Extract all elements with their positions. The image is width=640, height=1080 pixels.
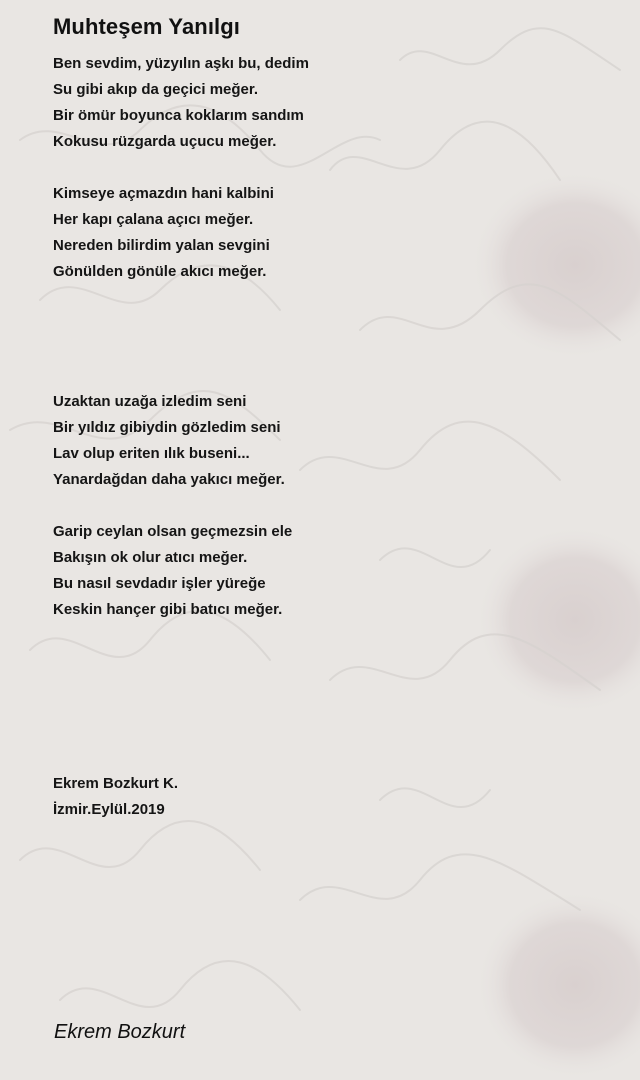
poem-line: Gönülden gönüle akıcı meğer. xyxy=(53,263,267,280)
stanza-1 xyxy=(53,51,473,155)
signature-name: Ekrem Bozkurt K. xyxy=(53,775,179,792)
poem-line: Bakışın ok olur atıcı meğer. xyxy=(53,549,248,566)
stanza-4 xyxy=(53,519,473,623)
poem-line: Su gibi akıp da geçici meğer. xyxy=(53,81,259,98)
poem-line: Ben sevdim, yüzyılın aşkı bu, dedim xyxy=(53,55,309,72)
poem-title: Muhteşem Yanılgı xyxy=(53,14,241,39)
poem-signature xyxy=(53,771,178,823)
poem-line: Bu nasıl sevdadır işler yüreğe xyxy=(53,575,266,592)
poem-line: Keskin hançer gibi batıcı meğer. xyxy=(53,601,283,618)
poem-line: Uzaktan uzağa izledim seni xyxy=(53,393,247,410)
poem-line: Nereden bilirdim yalan sevgini xyxy=(53,237,270,254)
poem-line: Kimseye açmazdın hani kalbini xyxy=(53,185,274,202)
poem-body xyxy=(53,51,473,649)
poem-line: Garip ceylan olsan geçmezsin ele xyxy=(53,523,293,540)
poem-line: Kokusu rüzgarda uçucu meğer. xyxy=(53,133,277,150)
poem-line: Bir yıldız gibiydin gözledim seni xyxy=(53,419,281,436)
stanza-2 xyxy=(53,181,473,285)
stanza-3 xyxy=(53,389,473,493)
poem-line: Yanardağdan daha yakıcı meğer. xyxy=(53,471,285,488)
poem-line: Her kapı çalana açıcı meğer. xyxy=(53,211,254,228)
author-name-footer: Ekrem Bozkurt xyxy=(54,1021,186,1043)
signature-place-date: İzmir.Eylül.2019 xyxy=(53,801,165,818)
poem-line: Lav olup eriten ılık buseni... xyxy=(53,445,250,462)
poem-line: Bir ömür boyunca koklarım sandım xyxy=(53,107,304,124)
